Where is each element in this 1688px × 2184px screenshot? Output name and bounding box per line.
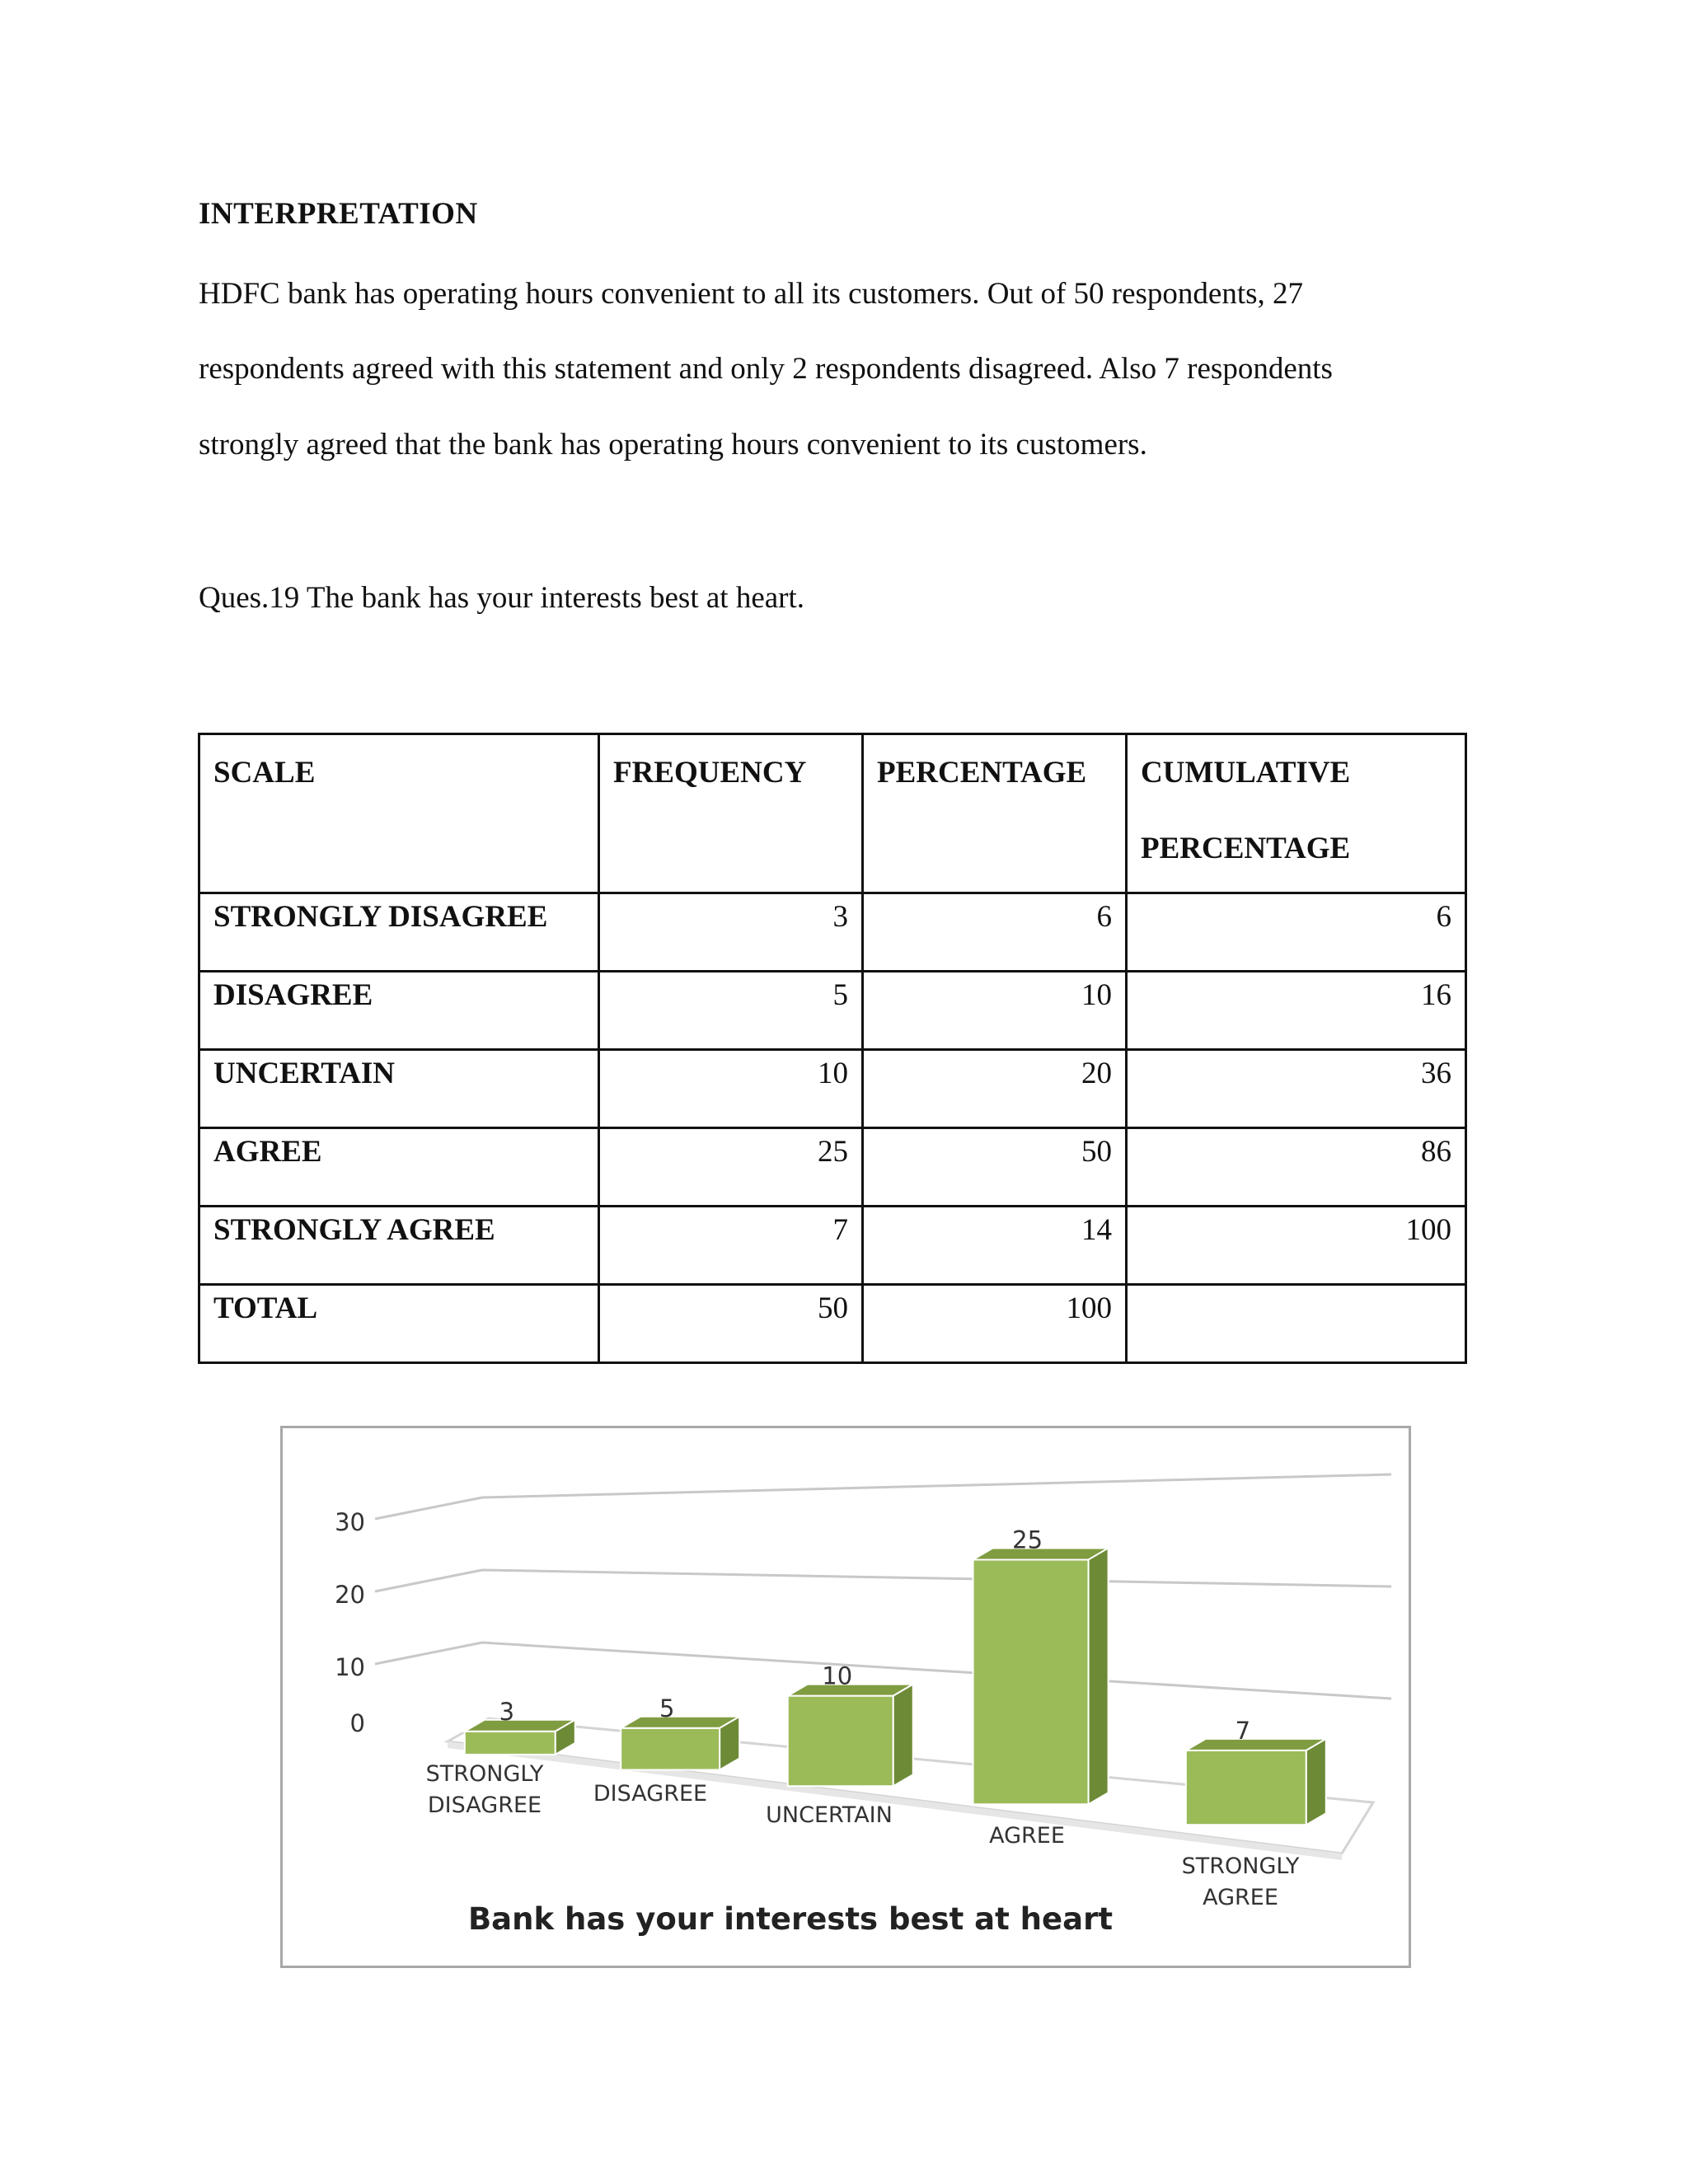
data-label: 25: [1012, 1526, 1043, 1554]
x-category-label: UNCERTAIN: [766, 1802, 893, 1828]
row-frequency: 5: [599, 972, 863, 1050]
row-percentage: 6: [863, 893, 1127, 972]
row-cumulative: 6: [1127, 893, 1466, 972]
x-category-label: STRONGLY DISAGREE: [425, 1761, 544, 1818]
x-category-label: STRONGLY AGREE: [1181, 1854, 1300, 1910]
data-label: 10: [822, 1661, 853, 1690]
data-label: 7: [1235, 1716, 1251, 1745]
table-header-row: [199, 734, 1466, 893]
bar-front: [788, 1696, 893, 1787]
data-label: 5: [659, 1694, 675, 1722]
header-percentage: PERCENTAGE: [863, 734, 1127, 893]
row-frequency: 50: [599, 1285, 863, 1363]
table-row: [199, 1050, 1466, 1128]
row-percentage: 20: [863, 1050, 1127, 1128]
interpretation-line-1: HDFC bank has operating hours convenient to all its customers. Out of 50 respondents, 27: [199, 277, 1304, 311]
y-tick-label: 0: [349, 1709, 365, 1737]
bar-side: [1306, 1739, 1326, 1825]
table-row: [199, 893, 1466, 972]
frequency-table: [198, 733, 1467, 1364]
row-label: DISAGREE: [199, 972, 599, 1050]
chart-bars: [465, 1526, 1326, 1825]
chart-container: [280, 1426, 1411, 1968]
row-label: UNCERTAIN: [199, 1050, 599, 1128]
question-text: Ques.19 The bank has your interests best at heart.: [199, 581, 805, 615]
chart-title: Bank has your interests best at heart: [467, 1901, 1114, 1937]
row-percentage: 50: [863, 1128, 1127, 1207]
y-axis-ticks: [335, 1508, 365, 1737]
row-cumulative: 86: [1127, 1128, 1466, 1207]
table-row: [199, 972, 1466, 1050]
y-tick-label: 30: [335, 1508, 365, 1536]
interpretation-line-3: strongly agreed that the bank has operating hours convenient to its customers.: [199, 428, 1147, 462]
row-frequency: 3: [599, 893, 863, 972]
header-cumulative-percentage: CUMULATIVE PERCENTAGE: [1127, 734, 1466, 893]
header-frequency: FREQUENCY: [599, 734, 863, 893]
gridline: [375, 1474, 1391, 1519]
x-category-label: DISAGREE: [593, 1781, 708, 1807]
y-tick-label: 20: [335, 1581, 365, 1609]
row-label: AGREE: [199, 1128, 599, 1207]
row-label: STRONGLY AGREE: [199, 1207, 599, 1285]
bar-front: [973, 1559, 1089, 1804]
chart-gridlines: [375, 1474, 1391, 1699]
row-cumulative: [1127, 1285, 1466, 1363]
gridline: [375, 1570, 1391, 1591]
table-total-row: [199, 1285, 1466, 1363]
header-scale: SCALE: [199, 734, 599, 893]
bar-chart: [283, 1428, 1409, 1966]
table-row: [199, 1207, 1466, 1285]
x-category-label: AGREE: [989, 1823, 1065, 1849]
row-percentage: 100: [863, 1285, 1127, 1363]
row-cumulative: 100: [1127, 1207, 1466, 1285]
row-label: TOTAL: [199, 1285, 599, 1363]
row-percentage: 10: [863, 972, 1127, 1050]
bar-front: [1186, 1750, 1306, 1825]
y-tick-label: 10: [335, 1653, 365, 1681]
table-row: [199, 1128, 1466, 1207]
row-cumulative: 16: [1127, 972, 1466, 1050]
data-label: 3: [499, 1697, 515, 1726]
bar-side: [1089, 1548, 1109, 1804]
bar-front: [621, 1728, 720, 1770]
row-frequency: 10: [599, 1050, 863, 1128]
row-frequency: 25: [599, 1128, 863, 1207]
interpretation-line-2: respondents agreed with this statement and only 2 respondents disagreed. Also 7 respondents: [199, 352, 1333, 386]
bar-front: [465, 1732, 556, 1755]
row-percentage: 14: [863, 1207, 1127, 1285]
row-label: STRONGLY DISAGREE: [199, 893, 599, 972]
row-cumulative: 36: [1127, 1050, 1466, 1128]
bar-top: [1186, 1739, 1326, 1750]
bar-side: [893, 1685, 913, 1787]
row-frequency: 7: [599, 1207, 863, 1285]
section-heading: INTERPRETATION: [199, 197, 478, 231]
